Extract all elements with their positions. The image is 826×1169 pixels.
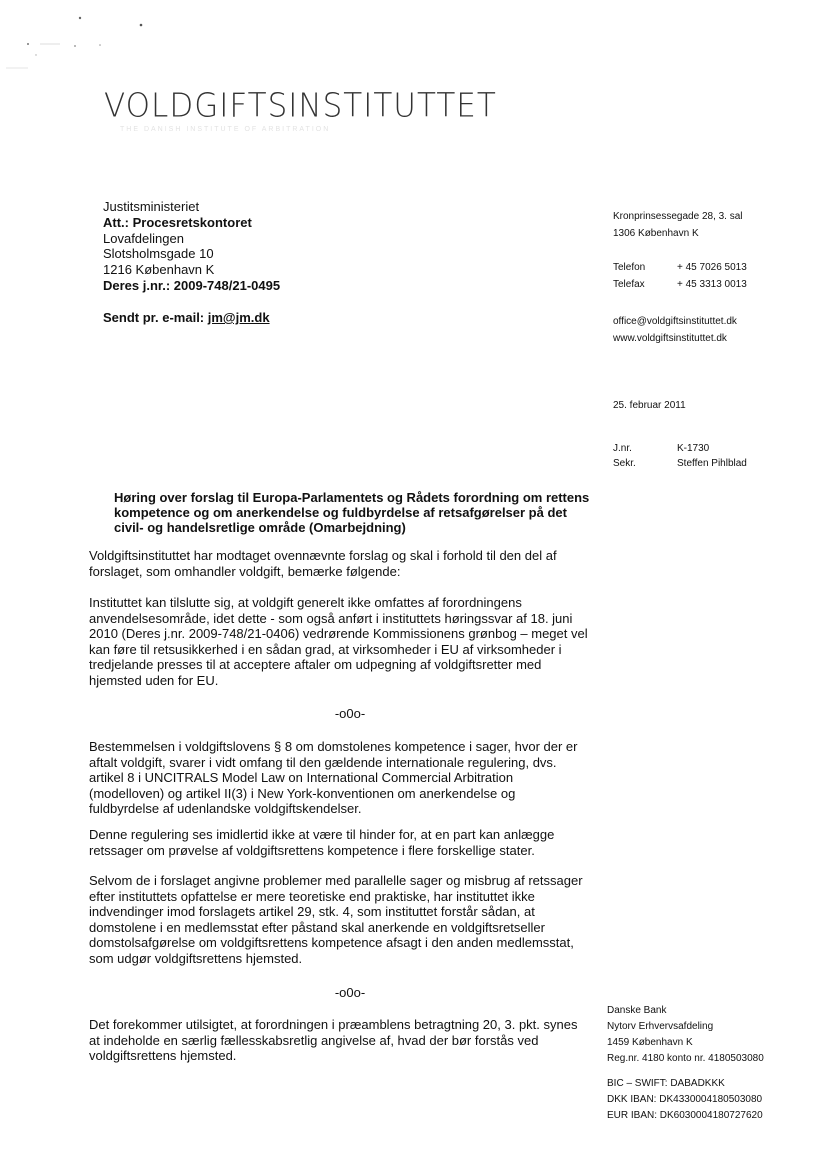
recipient-line: Justitsministeriet <box>103 199 200 214</box>
recipient-line: 1216 København K <box>103 262 215 278</box>
fax-row <box>613 276 747 293</box>
phone-label: Telefon <box>613 262 646 273</box>
recipient-address <box>103 199 280 294</box>
recipient-line: Slotsholmsgade 10 <box>103 246 214 262</box>
sender-website-link[interactable]: www.voldgiftsinstituttet.dk <box>613 333 727 344</box>
phone-row <box>613 259 747 276</box>
bic-swift: BIC – SWIFT: DABADKKK <box>607 1078 725 1089</box>
body-paragraph: Instituttet kan tilslutte sig, at voldgift generelt ikke omfattes af forordningens anvendelsesområde, idet dette - som også anført i instituttets høringssvar af 18. juni 2010 (Deres j.nr. 2009-748/21-0406) vedrørende Kommissionens grønbog – meget vel kan føre til retsusikkerhed i en sådan grad, at virksomheder i EU af virksomheder i tredjelande presses til at acceptere aftaler om udpegning af voldgiftsretter med hjemsted uden for EU. <box>89 595 588 688</box>
body-paragraph: Voldgiftsinstituttet har modtaget ovennævnte forslag og skal i forhold til den del af forslaget, som omhandler voldgift, bemærke følgende: <box>89 548 557 579</box>
reference-info <box>613 441 747 471</box>
sender-online <box>613 313 737 347</box>
sender-email-link[interactable]: office@voldgiftsinstituttet.dk <box>613 316 737 327</box>
body-paragraph: Denne regulering ses imidlertid ikke at være til hinder for, at en part kan anlægge retssager om prøvelse af voldgiftsrettens kompetence i flere forskellige stater. <box>89 827 555 858</box>
section-separator: -o0o- <box>334 985 366 1000</box>
letter-subject: Høring over forslag til Europa-Parlamentets og Rådets forordning om rettens kompetence og om anerkendelse og fuldbyrdelse af retsafgørelser på det civil- og handelsretlige område (Omarbejdning) <box>114 490 590 535</box>
jnr-row <box>613 441 747 456</box>
bank-account: Reg.nr. 4180 konto nr. 4180503080 <box>607 1053 764 1064</box>
swift-details <box>607 1076 763 1124</box>
sender-address-line: 1306 København K <box>613 228 699 239</box>
institute-logo: VOLDGIFTSINSTITUTTET <box>104 87 497 125</box>
eur-iban: EUR IBAN: DK6030004180727620 <box>607 1110 763 1121</box>
phone-number: + 45 7026 5013 <box>677 262 747 273</box>
recipient-line: Att.: Procesretskontoret <box>103 214 252 230</box>
sent-prefix: Sendt pr. e-mail: <box>103 310 205 325</box>
sender-address-line: Kronprinsessegade 28, 3. sal <box>613 211 743 222</box>
secretary-row <box>613 456 747 471</box>
scan-specks <box>0 0 160 80</box>
sender-address <box>613 208 743 242</box>
recipient-reference: Deres j.nr.: 2009-748/21-0495 <box>103 277 281 293</box>
jnr-label: J.nr. <box>613 443 632 454</box>
body-paragraph: Bestemmelsen i voldgiftslovens § 8 om domstolenes kompetence i sager, hvor der er aftalt voldgift, svarer i vidt omfang til den gældende internationale regulering, dvs. artikel 8 i UNCITRALS Model Law on International Commercial Arbitration (modelloven) og artikel II(3) i New York-konventionen om anerkendelse og fuldbyrdelse af udenlandske voldgiftskendelser. <box>89 739 578 816</box>
jnr-value: K-1730 <box>677 443 710 454</box>
bank-city: 1459 København K <box>607 1037 693 1048</box>
dkk-iban: DKK IBAN: DK4330004180503080 <box>607 1094 763 1105</box>
fax-label: Telefax <box>613 279 645 290</box>
secretary-label: Sekr. <box>613 458 636 469</box>
fax-number: + 45 3313 0013 <box>677 279 747 290</box>
secretary-value: Steffen Pihlblad <box>677 458 747 469</box>
bank-branch: Nytorv Erhvervsafdeling <box>607 1021 714 1032</box>
bank-details <box>607 1003 764 1067</box>
recipient-email-link[interactable]: jm@jm.dk <box>207 310 270 325</box>
body-paragraph: Det forekommer utilsigtet, at forordningen i præamblens betragtning 20, 3. pkt. synes at indeholde en særlig fællesskabsretlig angivelse af, hvad der bør forstås ved voldgiftsrettens hjemsted. <box>89 1017 578 1063</box>
bank-name: Danske Bank <box>607 1005 667 1016</box>
letter-date: 25. februar 2011 <box>613 400 686 411</box>
sent-by-email <box>103 310 270 325</box>
institute-logo-subtitle: THE DANISH INSTITUTE OF ARBITRATION <box>120 126 331 133</box>
recipient-line: Lovafdelingen <box>103 230 184 246</box>
body-paragraph: Selvom de i forslaget angivne problemer med parallelle sager og misbrug af retssager efter instituttets opfattelse er mere teoretiske end praktiske, har instituttet ikke indvendinger imod forslagets artikel 29, stk. 4, som instituttet forstår sådan, at domstolene i en medlemsstat efter påstand skal anerkende en voldgiftsretseller domstolsafgørelse om voldgiftsrettens kompetence afsagt i den anden medlemsstat, som udgør voldgiftsrettens hjemsted. <box>89 873 583 966</box>
sender-phone-fax <box>613 259 747 293</box>
section-separator: -o0o- <box>334 706 366 721</box>
